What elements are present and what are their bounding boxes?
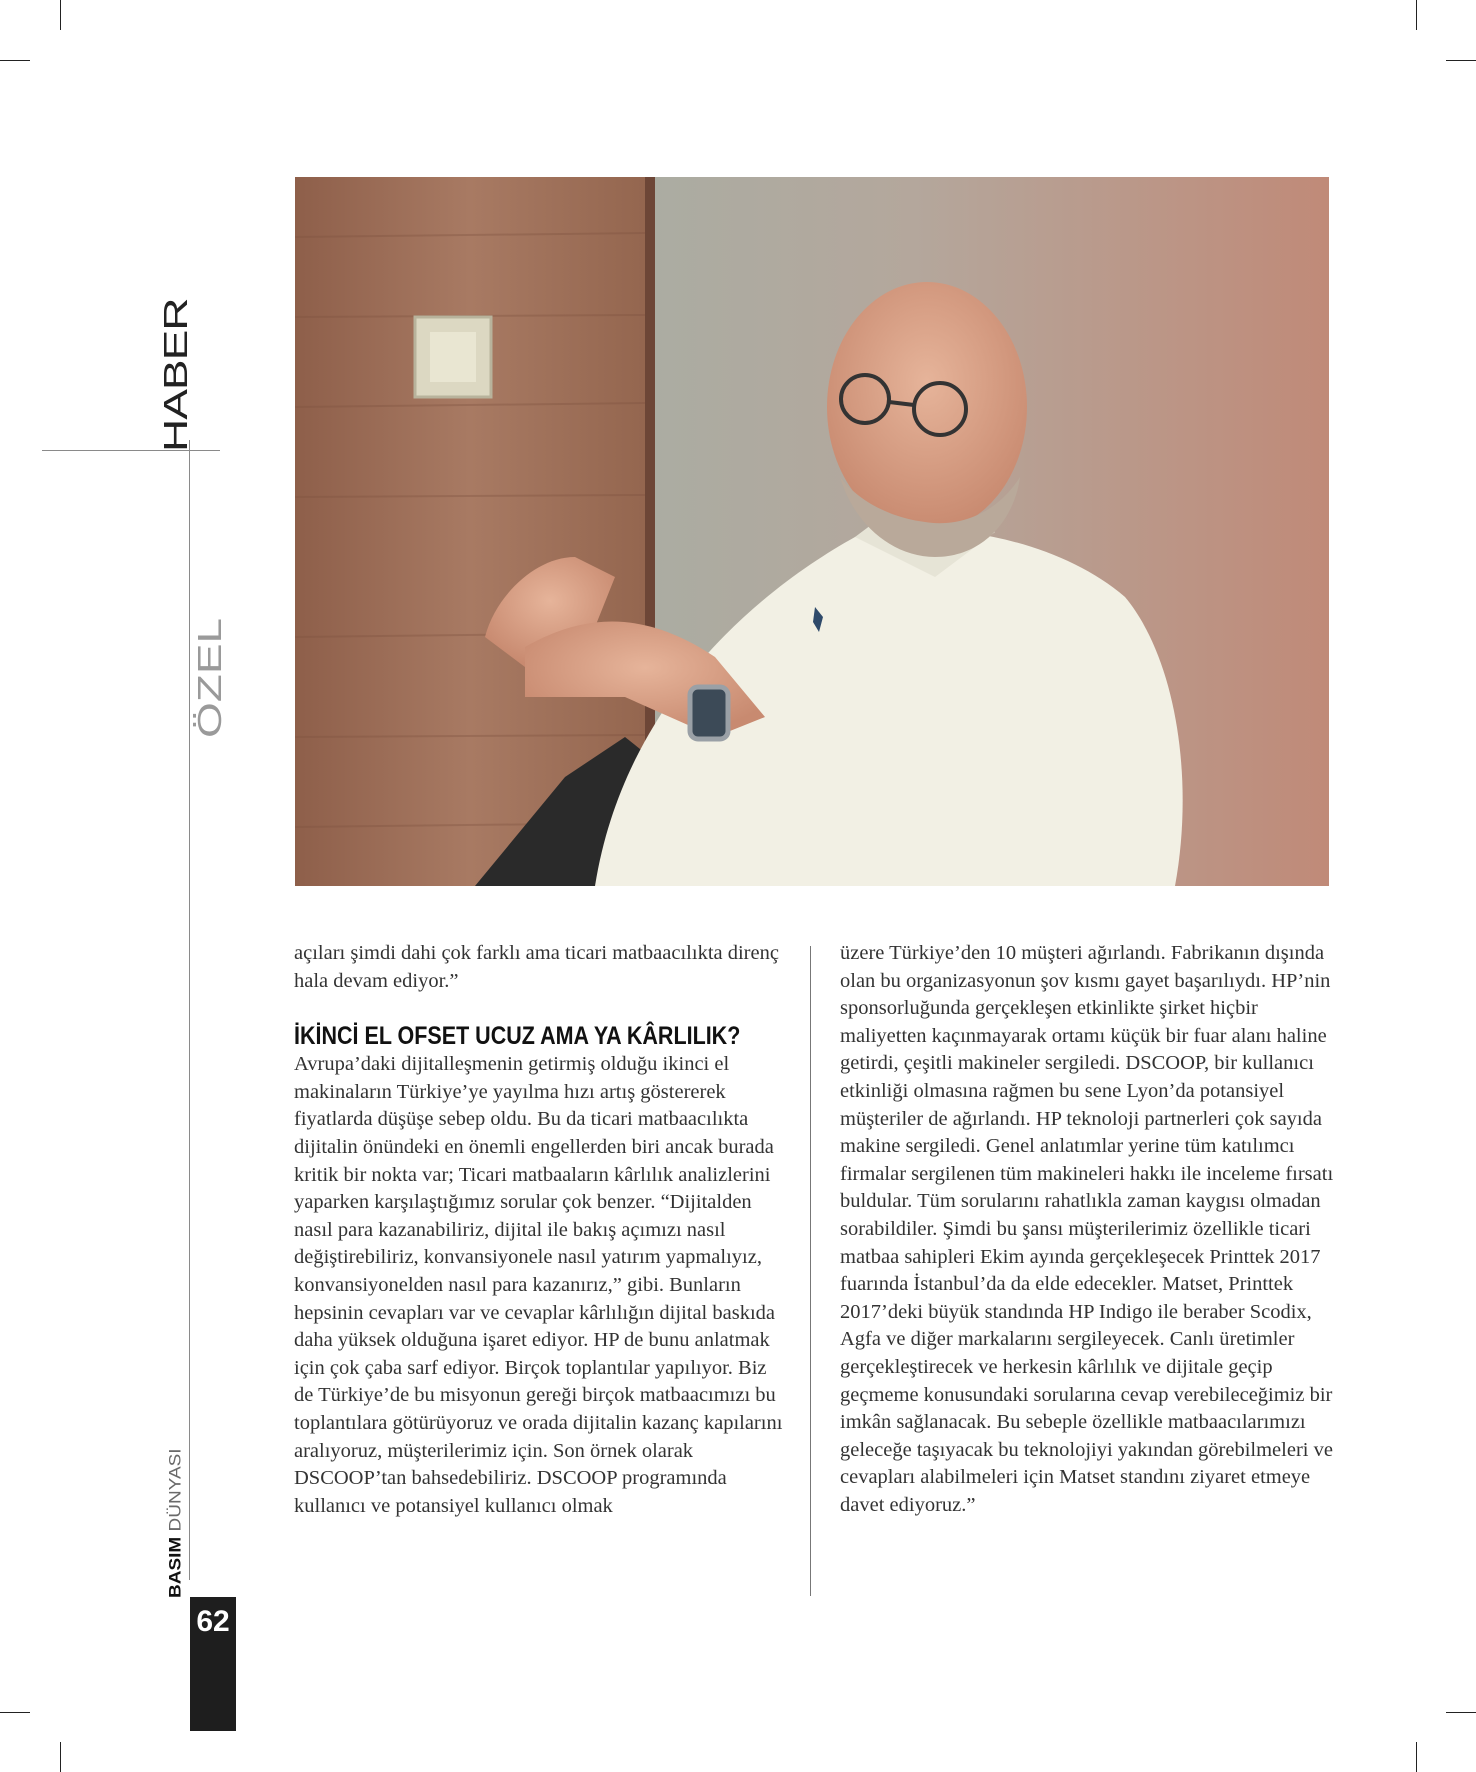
portrait-illustration xyxy=(295,177,1329,886)
crop-mark xyxy=(0,1712,30,1713)
crop-mark xyxy=(60,0,61,30)
crop-mark xyxy=(1416,1742,1417,1772)
article-column-right xyxy=(840,940,1335,1519)
column-divider xyxy=(810,946,811,1596)
section-title: HABER xyxy=(156,298,195,452)
article-photo xyxy=(295,177,1329,886)
page-number: 62 xyxy=(196,1605,230,1638)
section-subtitle: ÖZEL xyxy=(190,617,229,738)
crop-mark xyxy=(60,1742,61,1772)
brand-bold: BASIM xyxy=(167,1536,185,1598)
magazine-brand xyxy=(167,1448,186,1598)
sidebar-rule xyxy=(189,440,190,1580)
column-right-body: üzere Türkiye’den 10 müşteri ağırlandı. Fabrikanın dışında olan bu organizasyonun şov kısmı gayet başarılıydı. HP’nin sponsorluğunda gerçekleşen etkinlikte şirket hiçbir maliyetten kaçınmayarak ortamı küçük bir fuar alanı haline getirdi, çeşitli makineler sergiledi. DSCOOP, bir kullanıcı etkinliği olmasına rağmen bu sene Lyon’da potansiyel müşteriler de ağırlandı. HP teknoloji partnerleri çok sayıda makine sergiledi. Genel anlatımlar yerine tüm katılımcı firmalar sergilenen tüm makineleri hakkı ile inceleme fırsatı buldular. Tüm sorularını rahatlıkla zaman kaygısı olmadan sorabildiler. Şimdi bu şansı müşterilerimiz özellikle ticari matbaa sahipleri Ekim ayında gerçekleşecek Printtek 2017 fuarında İstanbul’da da elde edecekler. Matset, Printtek 2017’deki büyük standında HP Indigo ile beraber Scodix, Agfa ve diğer markalarını sergileyecek. Canlı üretimler gerçekleştirecek ve herkesin kârlılık ve dijitale geçip geçmeme konusundaki sorularına cevap verebileceğimiz bir imkân sağlanacak. Bu sebeple özellikle matbaacılarımızı geleceğe taşıyacak bu teknolojiyi yakından görebilmeleri ve cevapları alabilmeleri için Matset standını ziyaret etmeye davet ediyoruz.” xyxy=(840,942,1334,1516)
page-number-box xyxy=(190,1597,236,1731)
crop-mark xyxy=(1416,0,1417,30)
column-left-intro: açıları şimdi dahi çok farklı ama ticari matbaacılıkta direnç hala devam ediyor.” xyxy=(294,942,779,992)
article-column-left xyxy=(294,940,784,1520)
column-left-body: Avrupa’daki dijitalleşmenin getirmiş olduğu ikinci el makinaların Türkiye’ye yayılma hızı artış göstererek fiyatlarda düşüşe sebep oldu. Bu da ticari matbaacılıkta dijitalin önündeki en önemli engellerden biri ancak burada kritik bir nokta var; Ticari matbaaların kârlılık analizlerini yaparken karşılaştığımız sorular çok benzer. “Dijitalden nasıl para kazanabiliriz, dijital ile bakış açımızı nasıl değiştirebiliriz, konvansiyonele nasıl yatırım yapmalıyız, konvansiyonelden nasıl para kazanırız,” gibi. Bunların hepsinin cevapları var ve cevaplar kârlılığın dijital baskıda daha yüksek olduğuna işaret ediyor. HP de bunu anlatmak için çok çaba sarf ediyor. Birçok toplantılar yapılıyor. Biz de Türkiye’de bu misyonun gereği birçok matbaacımızı bu toplantılara götürüyoruz ve orada dijitalin kazanç kapılarını aralıyoruz, müşterilerimiz için. Son örnek olarak DSCOOP’tan bahsedebiliriz. DSCOOP programında kullanıcı ve potansiyel kullanıcı olmak xyxy=(294,1053,783,1517)
crop-mark xyxy=(0,60,30,61)
article-subheading: İKİNCİ EL OFSET UCUZ AMA YA KÂRLILIK? xyxy=(294,1022,741,1051)
crop-mark xyxy=(1446,60,1476,61)
brand-light: DÜNYASI xyxy=(167,1448,185,1532)
crop-mark xyxy=(1446,1712,1476,1713)
